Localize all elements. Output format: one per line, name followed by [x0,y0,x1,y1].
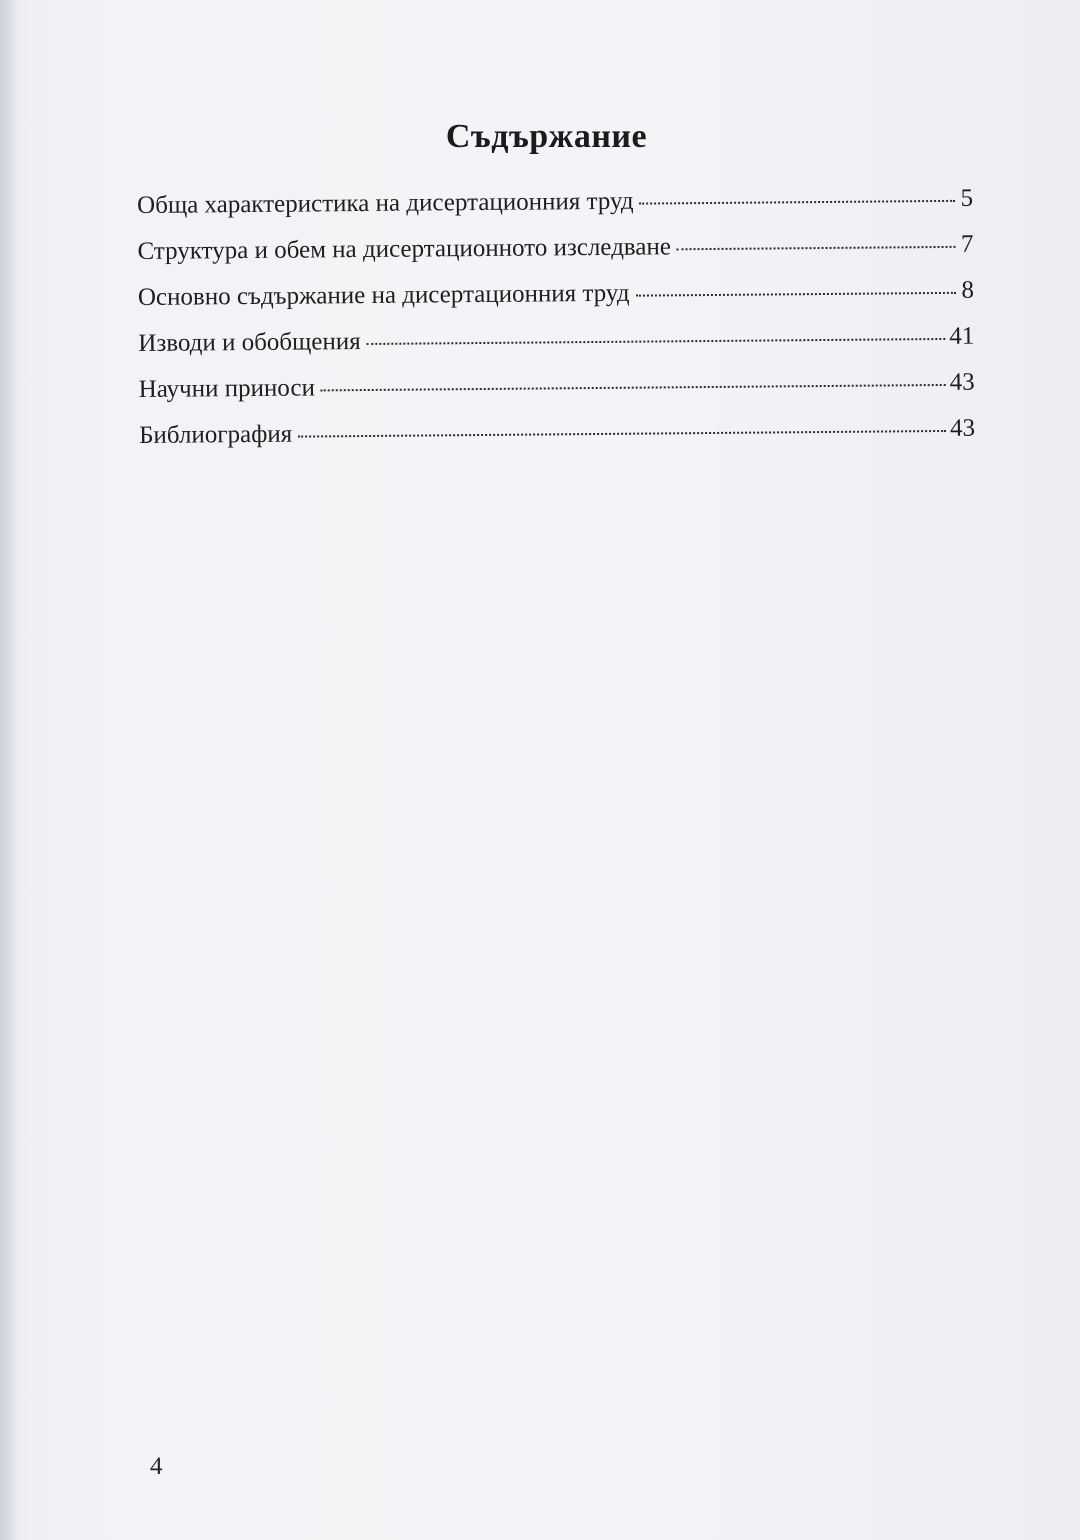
page-title: Съдържание [445,118,648,155]
page-edge-shadow [0,0,18,1540]
toc-entry-label: Основно съдържание на дисертационния труд [137,279,630,311]
table-of-contents [137,185,975,468]
toc-entry [137,185,973,238]
toc-dot-leader [367,338,946,345]
toc-entry-label: Библиография [139,420,293,449]
toc-entry-page: 5 [960,184,974,212]
toc-dot-leader [321,384,946,391]
toc-dot-leader [640,200,956,205]
toc-entry-label: Изводи и обобщения [138,328,361,357]
toc-entry-page: 43 [949,368,975,396]
toc-entry [137,231,973,284]
toc-entry-label: Структура и обем на дисертационното изследване [137,233,672,265]
toc-dot-leader [298,430,946,438]
toc-entry [138,323,974,376]
toc-entry-label: Обща характеристика на дисертационния труд [137,187,634,219]
page-number: 4 [150,1453,163,1480]
toc-entry [139,369,975,422]
toc-entry-label: Научни приноси [138,374,316,403]
toc-entry [139,415,975,468]
toc-dot-leader [636,292,956,297]
toc-entry-page: 8 [961,276,975,304]
toc-entry-page: 43 [949,414,976,442]
toc-entry [138,277,974,330]
toc-entry-page: 7 [960,230,974,258]
toc-entry-page: 41 [949,322,975,350]
toc-dot-leader [677,246,956,250]
